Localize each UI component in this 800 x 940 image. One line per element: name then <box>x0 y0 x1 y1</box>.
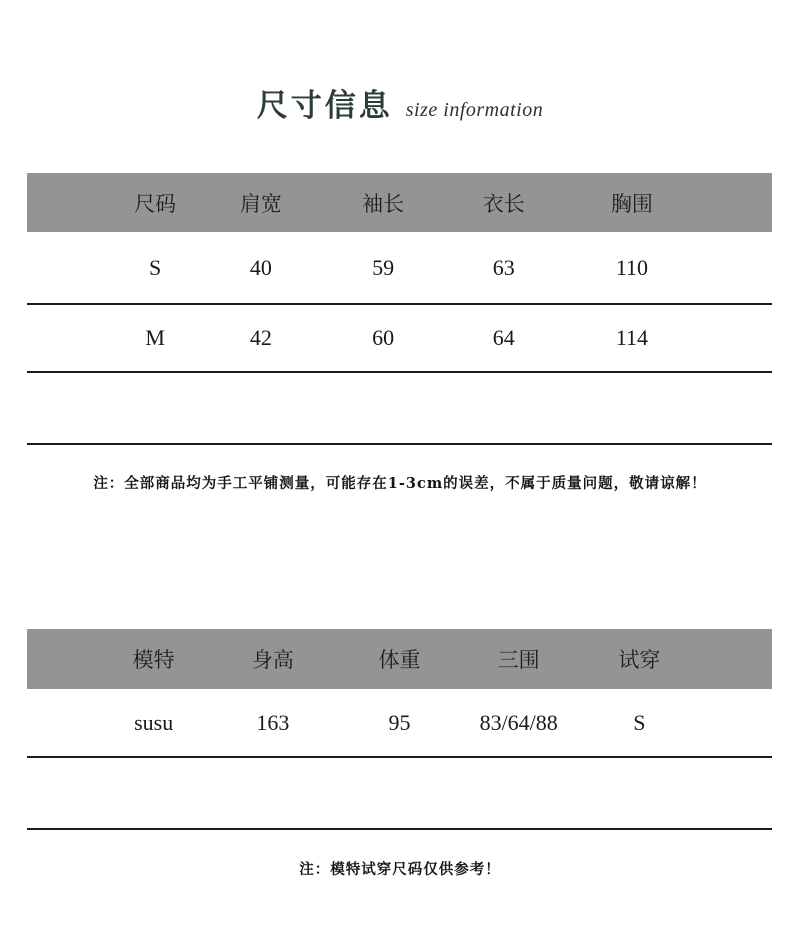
model-note: 注：模特试穿尺码仅供参考！ <box>299 861 501 878</box>
header-cell-sleeve: 袖长 <box>362 191 405 216</box>
cell-sleeve: 60 <box>372 325 395 350</box>
size-table-empty-row <box>27 373 772 445</box>
model-table-header-row <box>27 629 772 689</box>
page-title <box>0 0 800 124</box>
model-table-row <box>27 689 772 758</box>
cell-measurements: 83/64/88 <box>479 709 558 735</box>
model-table-empty-row <box>27 758 772 830</box>
header-cell-length: 衣长 <box>482 191 525 216</box>
header-cell-model: 模特 <box>132 648 175 672</box>
cell-weight: 95 <box>388 709 411 735</box>
cell-shoulder: 40 <box>249 254 272 280</box>
cell-height: 163 <box>256 709 290 735</box>
cell-bust: 114 <box>615 325 649 350</box>
cell-length: 64 <box>492 325 515 350</box>
title-english: size information <box>405 99 544 121</box>
measurement-note: 注：全部商品均为手工平铺测量，可能存在1-3cm的误差，不属于质量问题，敬请谅解！ <box>93 475 707 492</box>
header-cell-shoulder: 肩宽 <box>239 191 282 216</box>
cell-bust: 110 <box>615 254 649 280</box>
cell-size: M <box>145 325 165 350</box>
cell-fit: S <box>633 709 646 735</box>
header-cell-measurements: 三围 <box>497 648 540 672</box>
header-cell-weight: 体重 <box>378 648 421 672</box>
cell-shoulder: 42 <box>249 325 272 350</box>
cell-model: susu <box>134 709 174 735</box>
header-cell-bust: 胸围 <box>610 191 653 216</box>
size-table-header-row <box>27 173 772 232</box>
cell-size: S <box>149 254 162 280</box>
cell-length: 63 <box>492 254 515 280</box>
header-cell-height: 身高 <box>251 648 294 672</box>
size-table <box>27 173 772 445</box>
size-table-row-s <box>27 232 772 305</box>
header-cell-size: 尺码 <box>134 191 177 216</box>
size-table-row-m <box>27 305 772 373</box>
model-table <box>27 629 772 830</box>
title-chinese: 尺寸信息 <box>256 88 393 124</box>
header-cell-fit: 试穿 <box>618 648 661 672</box>
cell-sleeve: 59 <box>372 254 395 280</box>
